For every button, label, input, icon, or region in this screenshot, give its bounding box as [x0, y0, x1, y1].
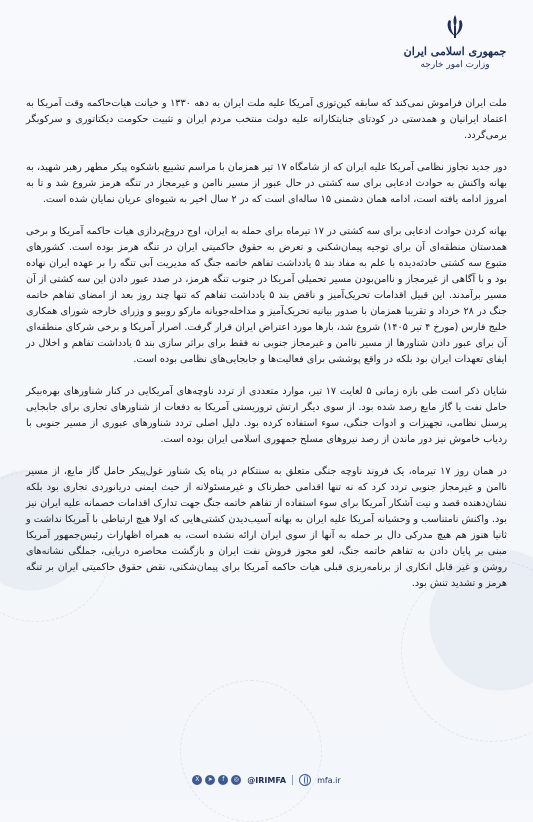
ministry-name: وزارت امور خارجه	[420, 60, 490, 71]
decorative-pattern	[180, 680, 322, 822]
statement-body	[26, 96, 507, 608]
letterhead	[395, 12, 515, 71]
footer-divider	[292, 775, 293, 785]
telegram-icon[interactable]: ➤	[205, 775, 215, 785]
paragraph: ملت ایران فراموش نمی‌کند که سابقه کین‌توزی آمریکا علیه ملت ایران به دهه ۱۳۳۰ و خیانت هیات‌حاکمه وقت آمریکا به اعتماد ایرانیان و همدستی در کودتای جنایتکارانه علیه دولت منتخب مردم ایران و تثبیت حکومت دیکتاتوری و سرکوبگر برمی‌گردد.	[26, 98, 507, 141]
paragraph: شایان ذکر است طی بازه زمانی ۵ لغایت ۱۷ تیر، موارد متعددی از تردد ناوچه‌های آمریکایی در کنار شناورهای بهره‌بیکر حامل نفت یا گاز مایع رصد شده بود. از سوی دیگر ارتش تروریستی آمریکا به دفعات از شناورهای تجاری برای جابجایی پرسنل نظامی، تجهیزات و ادوات جنگی، سوء استفاده کرده بود. دلیل اصلی تردد شناورهای عبوری از مسیر جنوبی با ردیاب خاموش نیز دور ماندن از رصد نیروهای مسلح جمهوری اسلامی ایران بوده است.	[26, 386, 507, 445]
facebook-icon[interactable]: f	[218, 775, 228, 785]
instagram-icon[interactable]: ◎	[231, 775, 241, 785]
social-links	[192, 775, 241, 785]
paragraph: دور جدید تجاوز نظامی آمریکا علیه ایران که از شامگاه ۱۷ تیر همزمان با مراسم تشییع باشکوه پیکر مطهر رهبر شهید، به بهانه واکنش به حوادث ادعایی برای سه کشتی در حال عبور از مسیر ناامن و غیرمجاز در تنگه هرمز شروع شد و تا به امروز ادامه یافته است، ادامه همان دشمنی ۱۵ ساله‌ای است که در ۲ سال اخیر به شیوه‌ای عریان نمایان شده است.	[26, 162, 507, 205]
paragraph: بهانه کردن حوادث ادعایی برای سه کشتی در ۱۷ تیرماه برای حمله به ایران، اوج دروغ‌پردازی هیات حاکمه آمریکا و برخی همدستان منطقه‌ای آن برای توجیه پیمان‌شکنی و تعرض به حقوق حاکمیتی ایران در تنگه هرمز بوده است. کشورهای متبوع سه کشتی حادثه‌دیده با علم به مفاد بند ۵ یادداشت تفاهم خاتمه جنگ که مدیریت آبی تنگه را بر عهده ایران نهاده بود و با آگاهی از غیرمجاز و ناامن‌بودن مسیر تحمیلی آمریکا در جنوب تنگه هرمز، در صدد عبور دادن این سه کشتی از آن مسیر برآمدند. این قبیل اقدامات تحریک‌آمیز و ناقض بند ۵ یادداشت تفاهم که تنها چند روز بعد از امضای تفاهم خاتمه جنگ در ۲۸ خرداد و تقریبا همزمان با صدور بیانیه تحریک‌آمیز و مداخله‌جویانه مارکو روبیو و وزرای خارجه شورای همکاری خلیج فارس (مورخ ۴ تیر ۱۴۰۵) شروع شد، بارها مورد اعتراض ایران قرار گرفت. اصرار آمریکا و برخی شرکای منطقه‌ای آن برای عبور دادن شناورها از مسیر ناامن و غیرمجاز جنوبی نه فقط برای براثر سازی بند ۵ یادداشت تفاهم و اخلال در ایفای تعهدات ایران بود بلکه در واقع پوششی برای فعالیت‌ها و جابجایی‌های نظامی بوده است.	[26, 226, 507, 365]
emblem-icon	[440, 12, 470, 42]
government-name: جمهوری اسلامی ایران	[403, 45, 507, 58]
footer-bar	[0, 774, 533, 786]
website-link[interactable]: mfa.ir	[317, 775, 341, 785]
paragraph: در همان روز ۱۷ تیرماه، یک فروند ناوچه جنگی متعلق به سنتکام در پناه یک شناور غول‌پیکر حامل گاز مایع، از مسیر ناامن و غیرمجاز جنوبی تردد کرد که نه تنها اقدامی خطرناک و غیرمسئولانه از حیث ایمنی دریانوردی تجاری بود بلکه نشان‌دهنده قصد و نیت آشکار آمریکا برای سوء استفاده از تفاهم خاتمه جنگ جهت تدارک اقدامات خصمانه علیه ایران نیز بود. واکنش نامتناسب و وحشیانه آمریکا علیه ایران به بهانه آسیب‌دیدن کشتی‌هایی که اولا هیچ ارتباطی با آمریکا نداشت و ثانیا هنوز هم هیچ مدرکی دال بر حمله به آنها از سوی ایران ارائه نشده است، به همراه اظهارات رئیس‌جمهور آمریکا مبنی بر پایان دادن به تفاهم خاتمه جنگ، لغو مجوز فروش نفت ایران و بازگشت محاصره دریایی، جملگی نشانه‌های روشن و غیر قابل انکاری از برنامه‌ریزی قبلی هیات حاکمه آمریکا برای پیمان‌شکنی، نقض حقوق حاکمیتی ایران بر تنگه هرمز و تشدید تنش بود.	[26, 466, 507, 589]
x-icon[interactable]: X	[192, 775, 202, 785]
social-handle[interactable]: @IRIMFA	[247, 775, 287, 785]
globe-icon	[299, 774, 311, 786]
